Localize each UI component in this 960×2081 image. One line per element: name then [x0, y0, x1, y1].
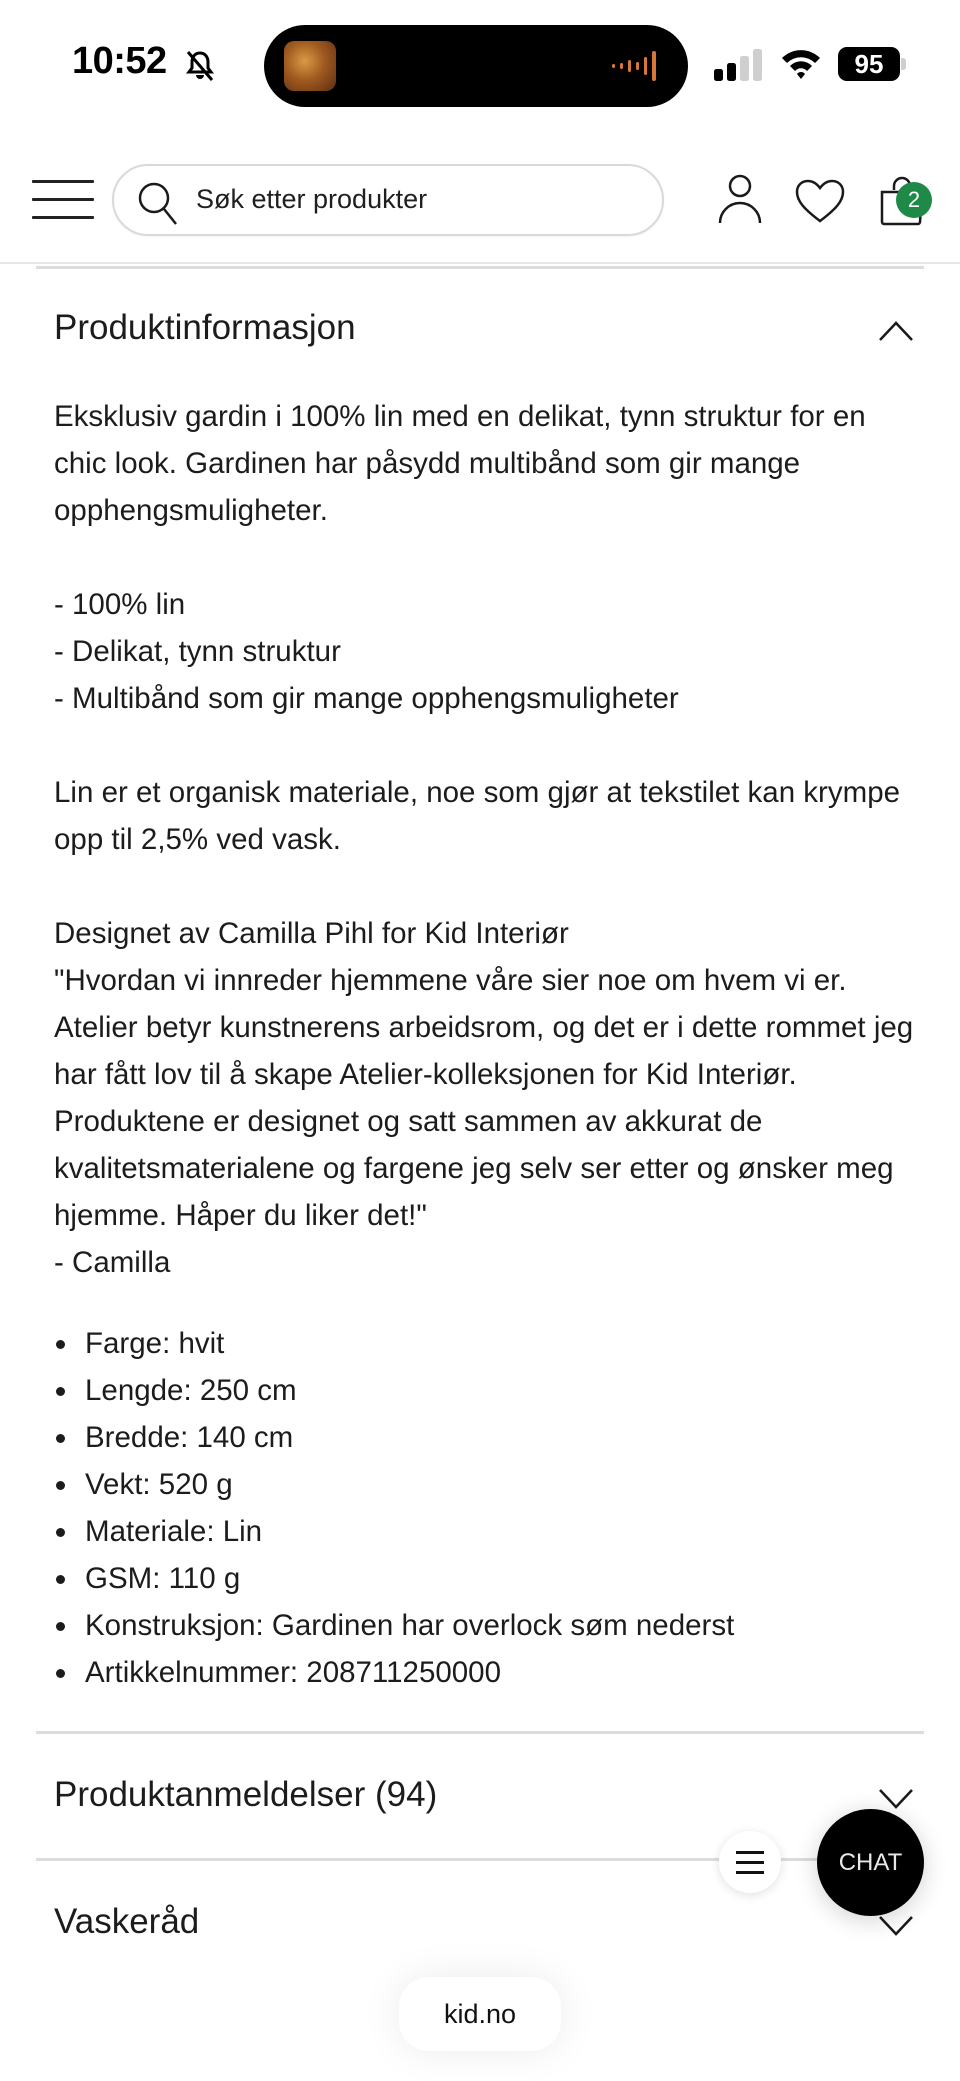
chevron-down-icon[interactable]: [878, 1914, 914, 1936]
chevron-up-icon[interactable]: [878, 320, 914, 342]
section-divider: [36, 266, 924, 269]
designer-line: Designet av Camilla Pihl for Kid Interiør: [54, 917, 569, 950]
spec-item: Materiale: Lin: [54, 1508, 924, 1555]
site-header: [0, 150, 960, 260]
quote-signature: - Camilla: [54, 1246, 171, 1279]
cellular-signal-icon: [714, 49, 766, 81]
designer-quote: "Hvordan vi innreder hjemmene våre sier noe om hvem vi er. Atelier betyr kunstnerens arbeidsrom, og det er i dette rommet jeg har fått lov til å skape Atelier-kolleksjonen for Kid Interiør. Produktene er designet og satt sammen av akkurat de kvalitetsmaterialene og fargene jeg selv ser etter og ønsker meg hjemme. Håper du liker det!": [54, 964, 914, 1232]
status-bar: [0, 0, 960, 128]
accordion-title: Produktinformasjon: [54, 308, 356, 347]
accordion-reviews-header[interactable]: [54, 1775, 924, 1835]
browser-url-pill[interactable]: kid.no: [399, 1977, 561, 2051]
care-note: Lin er et organisk materiale, noe som gjør at tekstilet kan krympe opp til 2,5% ved vask.: [54, 776, 901, 856]
heart-icon[interactable]: [794, 178, 846, 224]
accordion-product-info-header[interactable]: [54, 308, 924, 368]
dynamic-island[interactable]: [264, 25, 688, 107]
description-intro: Eksklusiv gardin i 100% lin med en delikat, tynn struktur for en chic look. Gardinen har påsydd multibånd som gir mange opphengsmuligheter.: [54, 400, 866, 527]
spec-item: Vekt: 520 g: [54, 1461, 924, 1508]
chat-button[interactable]: CHAT: [817, 1809, 924, 1916]
wifi-icon: [780, 46, 822, 82]
hamburger-menu-button[interactable]: [32, 180, 94, 220]
search-placeholder: Søk etter produkter: [196, 184, 428, 214]
now-playing-artwork: [284, 41, 336, 91]
accordion-title: Produktanmeldelser (94): [54, 1775, 438, 1814]
accordion-title: Vaskeråd: [54, 1902, 200, 1941]
battery-tip: [901, 58, 906, 70]
feature-line: - Multibånd som gir mange opphengsmuligheter: [54, 682, 679, 715]
spec-item: GSM: 110 g: [54, 1555, 924, 1602]
battery-level: 95: [838, 47, 900, 81]
spec-item: Bredde: 140 cm: [54, 1414, 924, 1461]
cart-count-badge: 2: [896, 182, 932, 218]
section-divider: [36, 1858, 924, 1861]
battery-indicator: [838, 47, 906, 81]
section-divider: [36, 1731, 924, 1734]
floating-menu-button[interactable]: [719, 1831, 781, 1893]
user-icon[interactable]: [716, 174, 764, 224]
search-icon: [136, 180, 180, 226]
audio-waveform-icon: [610, 49, 662, 83]
spec-list: [54, 1320, 924, 1696]
spec-item: Farge: hvit: [54, 1320, 924, 1367]
bell-slash-icon: [182, 48, 218, 84]
spec-item: Konstruksjon: Gardinen har overlock søm nederst: [54, 1602, 924, 1649]
spec-item: Artikkelnummer: 208711250000: [54, 1649, 924, 1696]
accordion-washing-header[interactable]: [54, 1902, 924, 1962]
search-input[interactable]: [112, 164, 664, 236]
chevron-down-icon[interactable]: [878, 1787, 914, 1809]
feature-line: - Delikat, tynn struktur: [54, 635, 341, 668]
product-description: [54, 393, 924, 1286]
status-time: 10:52: [72, 40, 167, 82]
header-divider: [0, 262, 960, 264]
feature-line: - 100% lin: [54, 588, 186, 621]
spec-item: Lengde: 250 cm: [54, 1367, 924, 1414]
